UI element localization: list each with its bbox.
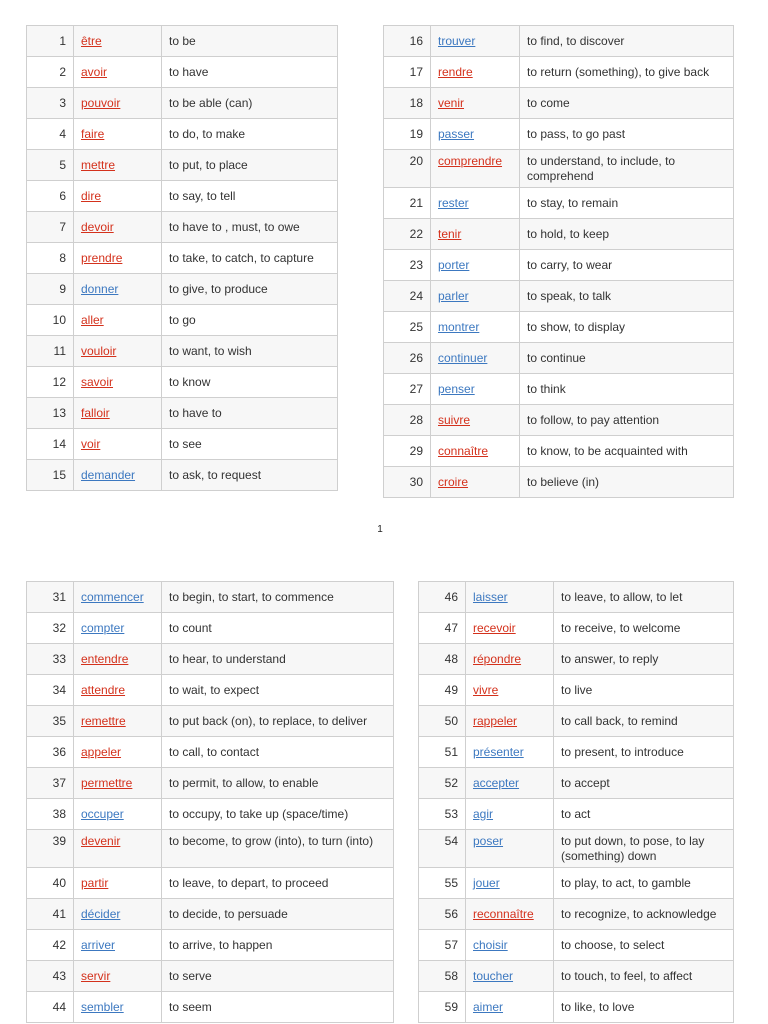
table-row (27, 675, 394, 706)
meaning-cell: to pass, to go past (520, 119, 734, 150)
table-row (384, 150, 734, 188)
table-row (384, 250, 734, 281)
row-number: 20 (384, 150, 431, 188)
verb-cell (74, 675, 162, 706)
verb-link[interactable]: passer (438, 126, 475, 141)
table-row (27, 119, 338, 150)
row-number: 22 (384, 219, 431, 250)
verb-link[interactable]: savoir (81, 374, 114, 389)
table-row (27, 992, 394, 1023)
row-number: 46 (419, 582, 466, 613)
row-number: 39 (27, 830, 74, 868)
verb-link[interactable]: recevoir (473, 620, 516, 635)
verb-link[interactable]: connaître (438, 443, 489, 458)
meaning-cell: to touch, to feel, to affect (554, 961, 734, 992)
verb-cell (74, 181, 162, 212)
meaning-cell: to see (162, 429, 338, 460)
verb-link[interactable]: remettre (81, 713, 126, 728)
verb-cell (431, 119, 520, 150)
verb-link[interactable]: dire (81, 188, 102, 203)
table-row (384, 119, 734, 150)
verb-cell (74, 212, 162, 243)
meaning-cell: to serve (162, 961, 394, 992)
verb-link[interactable]: voir (81, 436, 101, 451)
verb-cell (74, 88, 162, 119)
verb-link[interactable]: attendre (81, 682, 126, 697)
verb-link[interactable]: rappeler (473, 713, 518, 728)
verb-cell (431, 436, 520, 467)
meaning-cell: to put down, to pose, to lay (something) down (554, 830, 734, 868)
verb-table-16-30 (383, 25, 734, 498)
table-row (419, 830, 734, 868)
verb-link[interactable]: porter (438, 257, 470, 272)
verb-link[interactable]: penser (438, 381, 475, 396)
row-number: 58 (419, 961, 466, 992)
row-number: 41 (27, 899, 74, 930)
row-number: 13 (27, 398, 74, 429)
verb-link[interactable]: choisir (473, 937, 508, 952)
meaning-cell: to decide, to persuade (162, 899, 394, 930)
meaning-cell: to answer, to reply (554, 644, 734, 675)
meaning-cell: to arrive, to happen (162, 930, 394, 961)
table-row (384, 281, 734, 312)
row-number: 54 (419, 830, 466, 868)
table-row (27, 88, 338, 119)
row-number: 40 (27, 868, 74, 899)
table-row (419, 675, 734, 706)
verb-cell (74, 961, 162, 992)
row-number: 55 (419, 868, 466, 899)
table-row (27, 961, 394, 992)
verb-link[interactable]: agir (473, 806, 494, 821)
meaning-cell: to show, to display (520, 312, 734, 343)
verb-link[interactable]: compter (81, 620, 125, 635)
row-number: 48 (419, 644, 466, 675)
table-row (27, 799, 394, 830)
meaning-cell: to have to , must, to owe (162, 212, 338, 243)
row-number: 21 (384, 188, 431, 219)
meaning-cell: to put back (on), to replace, to deliver (162, 706, 394, 737)
table-row (384, 436, 734, 467)
meaning-cell: to play, to act, to gamble (554, 868, 734, 899)
verb-link[interactable]: montrer (438, 319, 480, 334)
verb-cell (466, 961, 554, 992)
verb-cell (431, 281, 520, 312)
verb-link[interactable]: demander (81, 467, 136, 482)
meaning-cell: to live (554, 675, 734, 706)
verb-link[interactable]: falloir (81, 405, 110, 420)
row-number: 10 (27, 305, 74, 336)
table-row (27, 868, 394, 899)
row-number: 33 (27, 644, 74, 675)
verb-cell (466, 706, 554, 737)
verb-cell (74, 930, 162, 961)
row-number: 3 (27, 88, 74, 119)
verb-link[interactable]: venir (438, 95, 465, 110)
verb-cell (74, 799, 162, 830)
row-number: 16 (384, 26, 431, 57)
row-number: 32 (27, 613, 74, 644)
row-number: 7 (27, 212, 74, 243)
verb-cell (74, 150, 162, 181)
table-row (27, 274, 338, 305)
row-number: 34 (27, 675, 74, 706)
table-row (384, 467, 734, 498)
verb-link[interactable]: commencer (81, 589, 144, 604)
verb-cell (466, 582, 554, 613)
table-row (384, 312, 734, 343)
verb-cell (74, 119, 162, 150)
meaning-cell: to become, to grow (into), to turn (into) (162, 830, 394, 868)
meaning-cell: to receive, to welcome (554, 613, 734, 644)
verb-table-46-59 (418, 581, 734, 1023)
row-number: 12 (27, 367, 74, 398)
row-number: 28 (384, 405, 431, 436)
row-number: 14 (27, 429, 74, 460)
row-number: 25 (384, 312, 431, 343)
meaning-cell: to have (162, 57, 338, 88)
meaning-cell: to want, to wish (162, 336, 338, 367)
verb-link[interactable]: décider (81, 906, 121, 921)
table-row (27, 212, 338, 243)
verb-link[interactable]: appeler (81, 744, 122, 759)
table-row (419, 961, 734, 992)
meaning-cell: to take, to catch, to capture (162, 243, 338, 274)
verb-cell (431, 312, 520, 343)
verb-cell (431, 150, 520, 188)
meaning-cell: to come (520, 88, 734, 119)
verb-cell (74, 992, 162, 1023)
table-row (384, 343, 734, 374)
table-row (419, 737, 734, 768)
row-number: 35 (27, 706, 74, 737)
meaning-cell: to know (162, 367, 338, 398)
row-number: 29 (384, 436, 431, 467)
verb-cell (431, 374, 520, 405)
verb-link[interactable]: accepter (473, 775, 520, 790)
verb-link[interactable]: suivre (438, 412, 471, 427)
verb-cell (74, 830, 162, 868)
verb-link[interactable]: comprendre (438, 154, 503, 168)
verb-cell (466, 675, 554, 706)
verb-link[interactable]: répondre (473, 651, 522, 666)
meaning-cell: to go (162, 305, 338, 336)
verb-link[interactable]: rester (438, 195, 469, 210)
verb-cell (74, 243, 162, 274)
verb-cell (466, 737, 554, 768)
meaning-cell: to begin, to start, to commence (162, 582, 394, 613)
verb-link[interactable]: avoir (81, 64, 108, 79)
table-row (27, 150, 338, 181)
row-number: 38 (27, 799, 74, 830)
verb-link[interactable]: mettre (81, 157, 116, 172)
meaning-cell: to count (162, 613, 394, 644)
table-row (27, 930, 394, 961)
verb-link[interactable]: poser (473, 834, 504, 848)
row-number: 43 (27, 961, 74, 992)
verb-cell (431, 343, 520, 374)
table-row (419, 992, 734, 1023)
verb-table-31-44 (26, 581, 394, 1023)
verb-link[interactable]: être (81, 33, 102, 48)
meaning-cell: to put, to place (162, 150, 338, 181)
table-row (384, 88, 734, 119)
verb-link[interactable]: sembler (81, 999, 124, 1014)
verb-link[interactable]: reconnaître (473, 906, 534, 921)
meaning-cell: to be able (can) (162, 88, 338, 119)
meaning-cell: to hold, to keep (520, 219, 734, 250)
meaning-cell: to be (162, 26, 338, 57)
table-row (27, 737, 394, 768)
verb-link[interactable]: trouver (438, 33, 476, 48)
meaning-cell: to have to (162, 398, 338, 429)
table-row (27, 181, 338, 212)
verb-link[interactable]: servir (81, 968, 111, 983)
verb-cell (74, 274, 162, 305)
table-row (27, 706, 394, 737)
table-row (27, 768, 394, 799)
verb-cell (74, 768, 162, 799)
verb-link[interactable]: pouvoir (81, 95, 121, 110)
table-row (27, 644, 394, 675)
verb-link[interactable]: jouer (473, 875, 500, 890)
verb-link[interactable]: toucher (473, 968, 514, 983)
row-number: 8 (27, 243, 74, 274)
verb-link[interactable]: entendre (81, 651, 129, 666)
row-number: 42 (27, 930, 74, 961)
verb-cell (431, 26, 520, 57)
row-number: 19 (384, 119, 431, 150)
meaning-cell: to say, to tell (162, 181, 338, 212)
verb-cell (466, 899, 554, 930)
row-number: 11 (27, 336, 74, 367)
table-row (27, 830, 394, 868)
table-row (27, 26, 338, 57)
verb-link[interactable]: présenter (473, 744, 524, 759)
verb-cell (431, 57, 520, 88)
meaning-cell: to think (520, 374, 734, 405)
verb-link[interactable]: aller (81, 312, 104, 327)
table-row (27, 429, 338, 460)
verb-link[interactable]: vouloir (81, 343, 117, 358)
verb-link[interactable]: croire (438, 474, 469, 489)
table-row (419, 768, 734, 799)
verb-link[interactable]: donner (81, 281, 119, 296)
verb-cell (74, 737, 162, 768)
meaning-cell: to present, to introduce (554, 737, 734, 768)
verb-cell (74, 367, 162, 398)
meaning-cell: to find, to discover (520, 26, 734, 57)
verb-cell (431, 188, 520, 219)
row-number: 50 (419, 706, 466, 737)
row-number: 5 (27, 150, 74, 181)
verb-cell (431, 405, 520, 436)
verb-link[interactable]: partir (81, 875, 109, 890)
verb-cell (74, 899, 162, 930)
meaning-cell: to speak, to talk (520, 281, 734, 312)
meaning-cell: to call, to contact (162, 737, 394, 768)
row-number: 1 (27, 26, 74, 57)
row-number: 9 (27, 274, 74, 305)
verb-link[interactable]: permettre (81, 775, 133, 790)
table-row (27, 336, 338, 367)
table-row (419, 644, 734, 675)
table-row (419, 582, 734, 613)
verb-link[interactable]: vivre (473, 682, 499, 697)
verb-table-1-15 (26, 25, 338, 491)
verb-cell (74, 582, 162, 613)
row-number: 37 (27, 768, 74, 799)
verb-link[interactable]: arriver (81, 937, 116, 952)
verb-link[interactable]: laisser (473, 589, 508, 604)
verb-link[interactable]: devoir (81, 219, 114, 234)
meaning-cell: to occupy, to take up (space/time) (162, 799, 394, 830)
verb-cell (466, 799, 554, 830)
row-number: 2 (27, 57, 74, 88)
table-row (27, 243, 338, 274)
row-number: 31 (27, 582, 74, 613)
meaning-cell: to like, to love (554, 992, 734, 1023)
table-row (27, 305, 338, 336)
verb-cell (431, 250, 520, 281)
verb-cell (466, 992, 554, 1023)
verb-cell (466, 644, 554, 675)
verb-cell (74, 613, 162, 644)
verb-cell (74, 305, 162, 336)
meaning-cell: to call back, to remind (554, 706, 734, 737)
meaning-cell: to leave, to depart, to proceed (162, 868, 394, 899)
meaning-cell: to believe (in) (520, 467, 734, 498)
table-row (419, 899, 734, 930)
verb-link[interactable]: devenir (81, 834, 121, 848)
verb-link[interactable]: prendre (81, 250, 123, 265)
meaning-cell: to act (554, 799, 734, 830)
meaning-cell: to seem (162, 992, 394, 1023)
verb-cell (431, 219, 520, 250)
meaning-cell: to choose, to select (554, 930, 734, 961)
table-row (419, 868, 734, 899)
table-row (384, 219, 734, 250)
verb-cell (74, 336, 162, 367)
table-row (384, 405, 734, 436)
meaning-cell: to understand, to include, to comprehend (520, 150, 734, 188)
verb-cell (74, 429, 162, 460)
table-row (27, 57, 338, 88)
verb-link[interactable]: faire (81, 126, 105, 141)
row-number: 49 (419, 675, 466, 706)
meaning-cell: to accept (554, 768, 734, 799)
meaning-cell: to wait, to expect (162, 675, 394, 706)
table-row (27, 367, 338, 398)
row-number: 36 (27, 737, 74, 768)
row-number: 59 (419, 992, 466, 1023)
meaning-cell: to ask, to request (162, 460, 338, 491)
page-number: 1 (377, 524, 383, 535)
verb-cell (74, 57, 162, 88)
verb-cell (466, 768, 554, 799)
table-row (419, 930, 734, 961)
row-number: 56 (419, 899, 466, 930)
row-number: 24 (384, 281, 431, 312)
table-row (419, 706, 734, 737)
meaning-cell: to follow, to pay attention (520, 405, 734, 436)
row-number: 47 (419, 613, 466, 644)
table-row (419, 799, 734, 830)
row-number: 27 (384, 374, 431, 405)
verb-cell (74, 868, 162, 899)
verb-link[interactable]: continuer (438, 350, 488, 365)
verb-cell (74, 706, 162, 737)
meaning-cell: to stay, to remain (520, 188, 734, 219)
verb-cell (466, 930, 554, 961)
verb-cell (74, 26, 162, 57)
table-row (27, 398, 338, 429)
meaning-cell: to leave, to allow, to let (554, 582, 734, 613)
verb-link[interactable]: rendre (438, 64, 473, 79)
verb-cell (431, 467, 520, 498)
meaning-cell: to give, to produce (162, 274, 338, 305)
row-number: 52 (419, 768, 466, 799)
meaning-cell: to know, to be acquainted with (520, 436, 734, 467)
verb-cell (431, 88, 520, 119)
verb-link[interactable]: aimer (473, 999, 504, 1014)
row-number: 53 (419, 799, 466, 830)
verb-cell (466, 613, 554, 644)
meaning-cell: to recognize, to acknowledge (554, 899, 734, 930)
verb-link[interactable]: tenir (438, 226, 462, 241)
meaning-cell: to permit, to allow, to enable (162, 768, 394, 799)
verb-cell (74, 460, 162, 491)
row-number: 51 (419, 737, 466, 768)
table-row (419, 613, 734, 644)
table-row (27, 613, 394, 644)
verb-cell (466, 868, 554, 899)
row-number: 23 (384, 250, 431, 281)
table-row (27, 460, 338, 491)
row-number: 26 (384, 343, 431, 374)
meaning-cell: to hear, to understand (162, 644, 394, 675)
row-number: 44 (27, 992, 74, 1023)
row-number: 6 (27, 181, 74, 212)
table-row (384, 57, 734, 88)
verb-cell (74, 398, 162, 429)
row-number: 57 (419, 930, 466, 961)
table-row (27, 582, 394, 613)
row-number: 4 (27, 119, 74, 150)
table-row (27, 899, 394, 930)
verb-link[interactable]: parler (438, 288, 469, 303)
meaning-cell: to carry, to wear (520, 250, 734, 281)
meaning-cell: to continue (520, 343, 734, 374)
table-row (384, 26, 734, 57)
table-row (384, 188, 734, 219)
table-row (384, 374, 734, 405)
verb-cell (466, 830, 554, 868)
row-number: 30 (384, 467, 431, 498)
verb-link[interactable]: occuper (81, 806, 124, 821)
meaning-cell: to return (something), to give back (520, 57, 734, 88)
row-number: 18 (384, 88, 431, 119)
row-number: 15 (27, 460, 74, 491)
meaning-cell: to do, to make (162, 119, 338, 150)
verb-cell (74, 644, 162, 675)
row-number: 17 (384, 57, 431, 88)
